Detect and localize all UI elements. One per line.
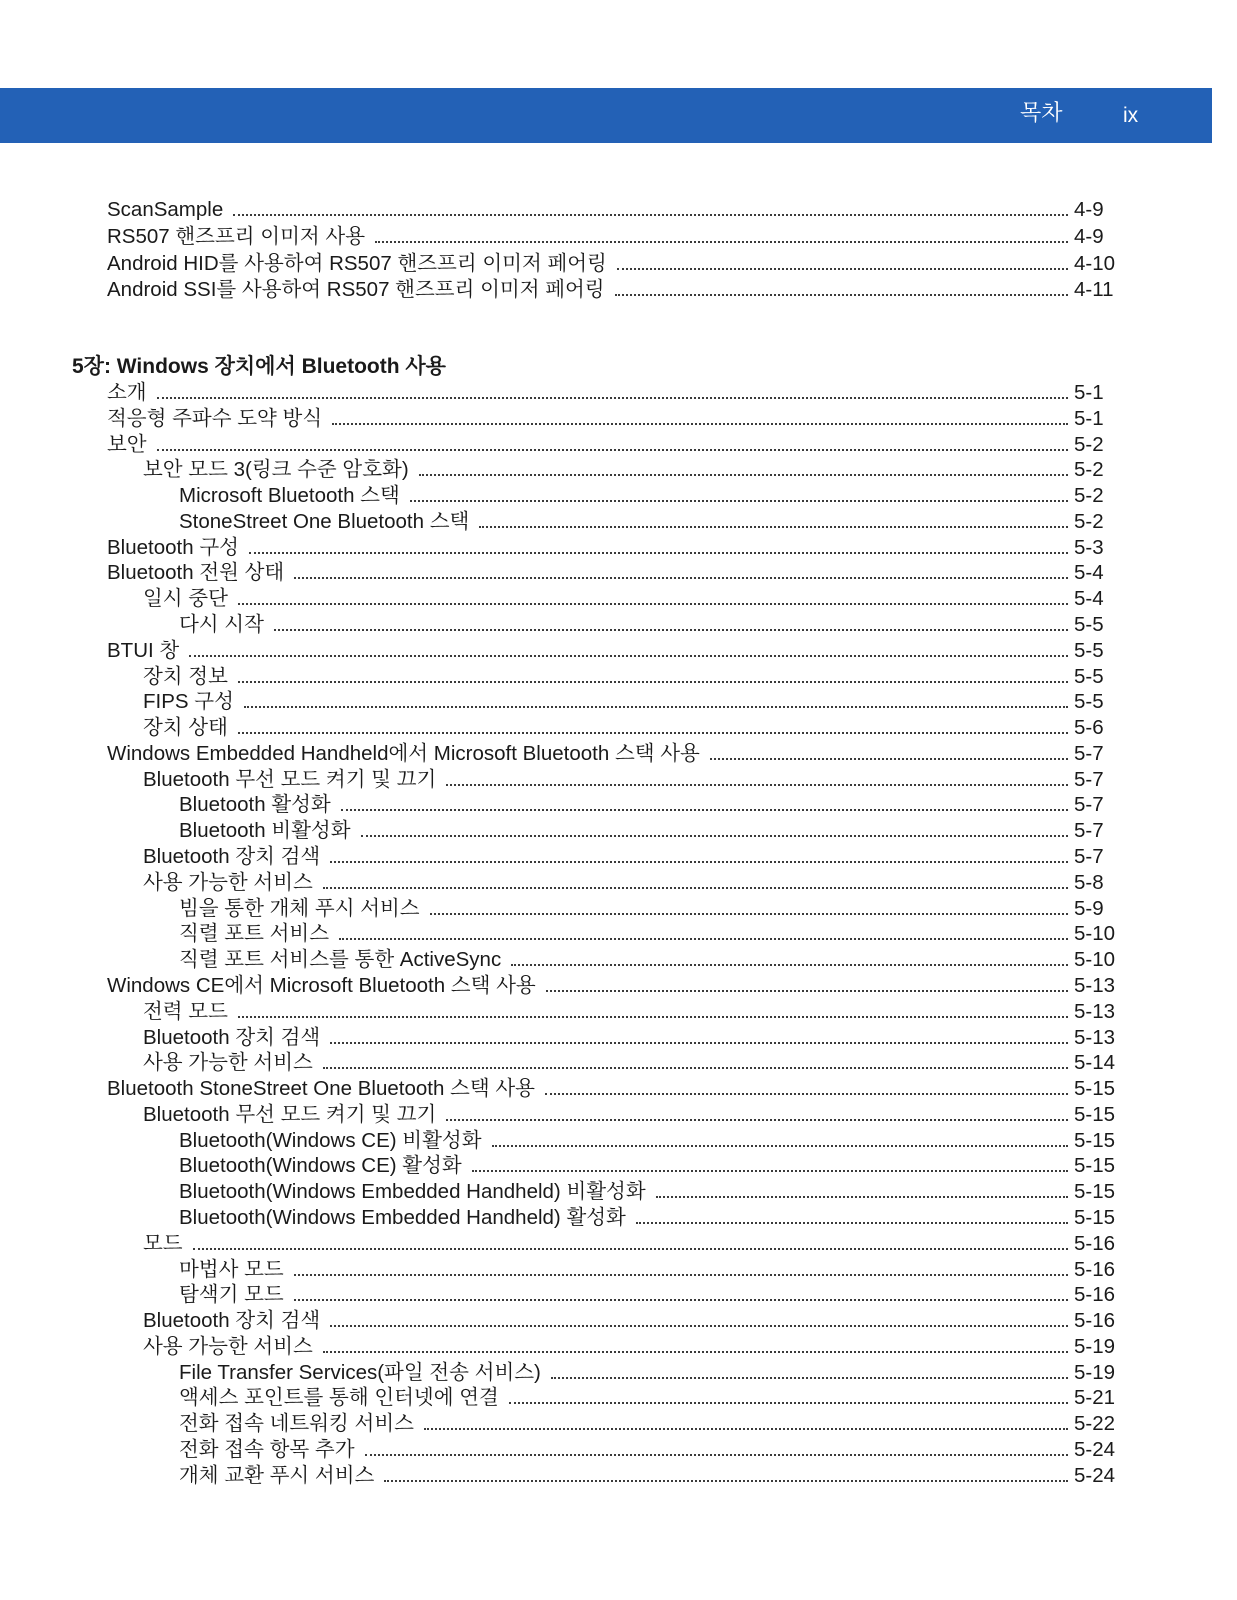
dot-leader bbox=[238, 715, 1068, 734]
toc-entry-label: Windows CE에서 Microsoft Bluetooth 스택 사용 bbox=[107, 974, 536, 997]
toc-entry-label: 전력 모드 bbox=[143, 1000, 228, 1023]
dot-leader bbox=[294, 1257, 1068, 1276]
toc-entry-label: 다시 시작 bbox=[179, 613, 264, 636]
dot-leader bbox=[294, 1282, 1068, 1301]
dot-leader bbox=[274, 612, 1068, 631]
toc-entry-label: 보안 모드 3(링크 수준 암호화) bbox=[143, 458, 409, 481]
toc-entry-label: Microsoft Bluetooth 스택 bbox=[179, 484, 400, 507]
toc-entry-label: 사용 가능한 서비스 bbox=[143, 1051, 313, 1074]
dot-leader bbox=[157, 380, 1068, 399]
toc-entry-label: Bluetooth 전원 상태 bbox=[107, 561, 285, 584]
toc-entry-label: 전화 접속 네트워킹 서비스 bbox=[179, 1412, 414, 1435]
dot-leader bbox=[193, 1231, 1068, 1250]
toc-entry[interactable] bbox=[107, 197, 1118, 223]
running-header-title: 목차 bbox=[1020, 100, 1063, 125]
toc-entry-label: Bluetooth(Windows Embedded Handheld) 활성화 bbox=[179, 1206, 626, 1229]
toc-entry-label: Bluetooth(Windows CE) 비활성화 bbox=[179, 1129, 482, 1152]
toc-entry-label: 빔을 통한 개체 푸시 서비스 bbox=[179, 897, 420, 920]
toc-entry[interactable] bbox=[179, 1153, 1118, 1179]
toc-entry-page-number: 5-21 bbox=[1074, 1386, 1116, 1409]
dot-leader bbox=[636, 1205, 1068, 1224]
toc-entry[interactable] bbox=[107, 638, 1118, 664]
toc-entry-label: Bluetooth 장치 검색 bbox=[143, 1026, 321, 1049]
toc-entry-label: Bluetooth 구성 bbox=[107, 536, 239, 559]
toc-entry-label: Android HID를 사용하여 RS507 핸즈프리 이미저 페어링 bbox=[107, 252, 607, 275]
toc-entry[interactable] bbox=[143, 1231, 1118, 1257]
toc-entry[interactable] bbox=[179, 1257, 1118, 1283]
toc-entry-label: 마법사 모드 bbox=[179, 1258, 284, 1281]
toc-entry[interactable] bbox=[179, 1205, 1118, 1231]
dot-leader bbox=[330, 1308, 1068, 1327]
toc-entry[interactable] bbox=[143, 586, 1118, 612]
toc-entry-page-number: 5-5 bbox=[1074, 690, 1104, 713]
toc-entry-label: 모드 bbox=[143, 1232, 183, 1255]
chapter-heading: 5장: Windows 장치에서 Bluetooth 사용 bbox=[72, 355, 446, 378]
dot-leader bbox=[430, 896, 1068, 915]
dot-leader bbox=[249, 535, 1068, 554]
toc-entry[interactable] bbox=[179, 483, 1118, 509]
toc-entry-page-number: 4-9 bbox=[1074, 198, 1104, 221]
toc-entry[interactable] bbox=[179, 1360, 1118, 1386]
toc-entry[interactable] bbox=[143, 844, 1118, 870]
dot-leader bbox=[615, 277, 1068, 296]
dot-leader bbox=[339, 921, 1068, 940]
dot-leader bbox=[238, 586, 1068, 605]
dot-leader bbox=[294, 560, 1068, 579]
toc-entry-label: 전화 접속 항목 추가 bbox=[179, 1438, 355, 1461]
toc-entry[interactable] bbox=[179, 947, 1118, 973]
toc-entry-label: 개체 교환 푸시 서비스 bbox=[179, 1464, 375, 1487]
dot-leader bbox=[330, 844, 1068, 863]
toc-entry-label: Bluetooth 장치 검색 bbox=[143, 1309, 321, 1332]
toc-entry-page-number: 5-22 bbox=[1074, 1412, 1116, 1435]
running-header-page-number: ix bbox=[1123, 104, 1139, 127]
toc-entry[interactable] bbox=[143, 1308, 1118, 1334]
toc-entry-page-number: 5-7 bbox=[1074, 845, 1104, 868]
dot-leader bbox=[509, 1385, 1068, 1404]
toc-entry-page-number: 5-5 bbox=[1074, 613, 1104, 636]
toc-entry-page-number: 5-15 bbox=[1074, 1129, 1116, 1152]
toc-entry-page-number: 5-1 bbox=[1074, 381, 1104, 404]
toc-entry-label: Bluetooth 비활성화 bbox=[179, 819, 351, 842]
dot-leader bbox=[656, 1179, 1068, 1198]
dot-leader bbox=[323, 870, 1068, 889]
toc-entry[interactable] bbox=[143, 1025, 1118, 1051]
toc-entry-page-number: 4-10 bbox=[1074, 252, 1116, 275]
toc-entry[interactable] bbox=[179, 896, 1118, 922]
toc-entry-page-number: 5-16 bbox=[1074, 1258, 1116, 1281]
toc-entry-label: FIPS 구성 bbox=[143, 690, 234, 713]
dot-leader bbox=[233, 197, 1068, 216]
toc-entry-page-number: 5-15 bbox=[1074, 1103, 1116, 1126]
toc-entry-page-number: 5-1 bbox=[1074, 407, 1104, 430]
toc-entry-label: Bluetooth 무선 모드 켜기 및 끄기 bbox=[143, 1103, 437, 1126]
dot-leader bbox=[546, 973, 1068, 992]
toc-entry[interactable] bbox=[143, 1334, 1118, 1360]
dot-leader bbox=[189, 638, 1068, 657]
dot-leader bbox=[419, 457, 1068, 476]
toc-entry-page-number: 5-3 bbox=[1074, 536, 1104, 559]
toc-entry-page-number: 5-7 bbox=[1074, 742, 1104, 765]
toc-entry-label: Windows Embedded Handheld에서 Microsoft Bluetooth 스택 사용 bbox=[107, 742, 700, 765]
toc-entry-page-number: 5-5 bbox=[1074, 639, 1104, 662]
toc-entry[interactable] bbox=[107, 560, 1118, 586]
toc-entry-label: Android SSI를 사용하여 RS507 핸즈프리 이미저 페어링 bbox=[107, 278, 605, 301]
toc-entry[interactable] bbox=[179, 1437, 1118, 1463]
dot-leader bbox=[361, 818, 1068, 837]
toc-entry-label: BTUI 창 bbox=[107, 639, 180, 662]
toc-entry-label: 직렬 포트 서비스를 통한 ActiveSync bbox=[179, 948, 502, 971]
dot-leader bbox=[332, 406, 1068, 425]
toc-entry-label: ScanSample bbox=[107, 198, 224, 221]
toc-entry-label: RS507 핸즈프리 이미저 사용 bbox=[107, 225, 365, 248]
toc-entry[interactable] bbox=[143, 664, 1118, 690]
toc-entry[interactable] bbox=[107, 1076, 1118, 1102]
toc-entry[interactable] bbox=[179, 1411, 1118, 1437]
toc-entry[interactable] bbox=[107, 251, 1118, 277]
toc-entry-page-number: 5-24 bbox=[1074, 1438, 1116, 1461]
dot-leader bbox=[238, 664, 1068, 683]
toc-entry-page-number: 5-9 bbox=[1074, 897, 1104, 920]
toc-entry-page-number: 5-16 bbox=[1074, 1232, 1116, 1255]
dot-leader bbox=[492, 1128, 1068, 1147]
dot-leader bbox=[375, 224, 1068, 243]
toc-entry-page-number: 5-13 bbox=[1074, 1026, 1116, 1049]
toc-entry-label: 직렬 포트 서비스 bbox=[179, 922, 330, 945]
toc-entry[interactable] bbox=[143, 767, 1118, 793]
toc-entry[interactable] bbox=[179, 612, 1118, 638]
toc-entry[interactable] bbox=[143, 1102, 1118, 1128]
toc-entry[interactable] bbox=[107, 406, 1118, 432]
toc-entry-label: StoneStreet One Bluetooth 스택 bbox=[179, 510, 470, 533]
toc-entry-page-number: 5-2 bbox=[1074, 458, 1104, 481]
toc-entry-page-number: 5-13 bbox=[1074, 1000, 1116, 1023]
toc-entry[interactable] bbox=[179, 921, 1118, 947]
dot-leader bbox=[472, 1153, 1068, 1172]
dot-leader bbox=[341, 792, 1068, 811]
toc-entry-page-number: 5-8 bbox=[1074, 871, 1104, 894]
toc-entry[interactable] bbox=[107, 380, 1118, 406]
dot-leader bbox=[545, 1076, 1068, 1095]
dot-leader bbox=[551, 1360, 1068, 1379]
toc-entry-page-number: 5-2 bbox=[1074, 433, 1104, 456]
toc-entry-label: 사용 가능한 서비스 bbox=[143, 871, 313, 894]
dot-leader bbox=[424, 1411, 1068, 1430]
toc-entry-page-number: 5-10 bbox=[1074, 922, 1116, 945]
toc-entry-page-number: 5-10 bbox=[1074, 948, 1116, 971]
dot-leader bbox=[330, 1025, 1068, 1044]
toc-entry[interactable] bbox=[107, 535, 1118, 561]
toc-entry[interactable] bbox=[179, 1385, 1118, 1411]
toc-entry[interactable] bbox=[179, 792, 1118, 818]
toc-entry-label: 장치 정보 bbox=[143, 665, 228, 688]
toc-entry-page-number: 5-15 bbox=[1074, 1206, 1116, 1229]
toc-entry-page-number: 5-4 bbox=[1074, 561, 1104, 584]
dot-leader bbox=[617, 251, 1068, 270]
toc-entry[interactable] bbox=[143, 870, 1118, 896]
toc-entry-label: 장치 상태 bbox=[143, 716, 228, 739]
dot-leader bbox=[479, 509, 1068, 528]
dot-leader bbox=[384, 1463, 1068, 1482]
toc-entry[interactable] bbox=[143, 1050, 1118, 1076]
dot-leader bbox=[365, 1437, 1068, 1456]
toc-entry-page-number: 5-14 bbox=[1074, 1051, 1116, 1074]
toc-entry-page-number: 5-16 bbox=[1074, 1309, 1116, 1332]
toc-entry-page-number: 5-15 bbox=[1074, 1154, 1116, 1177]
toc-entry-page-number: 5-2 bbox=[1074, 484, 1104, 507]
toc-entry-label: Bluetooth 무선 모드 켜기 및 끄기 bbox=[143, 768, 437, 791]
toc-entry-page-number: 4-11 bbox=[1074, 278, 1114, 301]
toc-entry-label: Bluetooth(Windows CE) 활성화 bbox=[179, 1154, 462, 1177]
toc-entry-page-number: 5-15 bbox=[1074, 1077, 1116, 1100]
toc-entry[interactable] bbox=[143, 689, 1118, 715]
toc-entry-page-number: 5-19 bbox=[1074, 1361, 1116, 1384]
toc-entry-page-number: 5-2 bbox=[1074, 510, 1104, 533]
toc-entry-label: Bluetooth StoneStreet One Bluetooth 스택 사용 bbox=[107, 1077, 535, 1100]
toc-entry-page-number: 4-9 bbox=[1074, 225, 1104, 248]
toc-entry-page-number: 5-16 bbox=[1074, 1283, 1116, 1306]
dot-leader bbox=[157, 432, 1068, 451]
dot-leader bbox=[323, 1334, 1068, 1353]
toc-entry-page-number: 5-19 bbox=[1074, 1335, 1116, 1358]
toc-entry[interactable] bbox=[143, 715, 1118, 741]
toc-entry-label: 사용 가능한 서비스 bbox=[143, 1335, 313, 1358]
toc-entry[interactable] bbox=[143, 457, 1118, 483]
toc-entry-page-number: 5-4 bbox=[1074, 587, 1104, 610]
toc-entry-label: 적응형 주파수 도약 방식 bbox=[107, 407, 323, 430]
toc-entry[interactable] bbox=[107, 973, 1118, 999]
toc-entry-label: 액세스 포인트를 통해 인터넷에 연결 bbox=[179, 1386, 499, 1409]
toc-entry-page-number: 5-15 bbox=[1074, 1180, 1116, 1203]
toc-entry-page-number: 5-13 bbox=[1074, 974, 1116, 997]
toc-entry-page-number: 5-6 bbox=[1074, 716, 1104, 739]
toc-entry-label: Bluetooth(Windows Embedded Handheld) 비활성화 bbox=[179, 1180, 646, 1203]
toc-entry[interactable] bbox=[107, 432, 1118, 458]
toc-entry[interactable] bbox=[107, 224, 1118, 250]
toc-entry-label: 보안 bbox=[107, 433, 147, 456]
toc-entry-label: Bluetooth 활성화 bbox=[179, 793, 331, 816]
toc-entry[interactable] bbox=[179, 1128, 1118, 1154]
toc-entry[interactable] bbox=[179, 509, 1118, 535]
dot-leader bbox=[323, 1050, 1068, 1069]
toc-entry[interactable] bbox=[179, 818, 1118, 844]
toc-entry-label: Bluetooth 장치 검색 bbox=[143, 845, 321, 868]
toc-entry-page-number: 5-7 bbox=[1074, 819, 1104, 842]
dot-leader bbox=[238, 999, 1068, 1018]
dot-leader bbox=[710, 741, 1068, 760]
toc-entry-label: File Transfer Services(파일 전송 서비스) bbox=[179, 1361, 541, 1384]
toc-entry[interactable] bbox=[107, 277, 1118, 303]
dot-leader bbox=[446, 767, 1068, 786]
toc-entry-label: 일시 중단 bbox=[143, 587, 228, 610]
toc-entry[interactable] bbox=[179, 1179, 1118, 1205]
dot-leader bbox=[446, 1102, 1068, 1121]
toc-entry-label: 탐색기 모드 bbox=[179, 1283, 284, 1306]
dot-leader bbox=[511, 947, 1068, 966]
dot-leader bbox=[410, 483, 1068, 502]
toc-entry[interactable] bbox=[107, 741, 1118, 767]
toc-entry-page-number: 5-24 bbox=[1074, 1464, 1116, 1487]
toc-entry-page-number: 5-7 bbox=[1074, 793, 1104, 816]
dot-leader bbox=[244, 689, 1068, 708]
toc-entry[interactable] bbox=[179, 1463, 1118, 1489]
toc-entry-page-number: 5-7 bbox=[1074, 768, 1104, 791]
toc-entry[interactable] bbox=[179, 1282, 1118, 1308]
toc-entry-page-number: 5-5 bbox=[1074, 665, 1104, 688]
toc-entry-label: 소개 bbox=[107, 381, 147, 404]
toc-entry[interactable] bbox=[143, 999, 1118, 1025]
